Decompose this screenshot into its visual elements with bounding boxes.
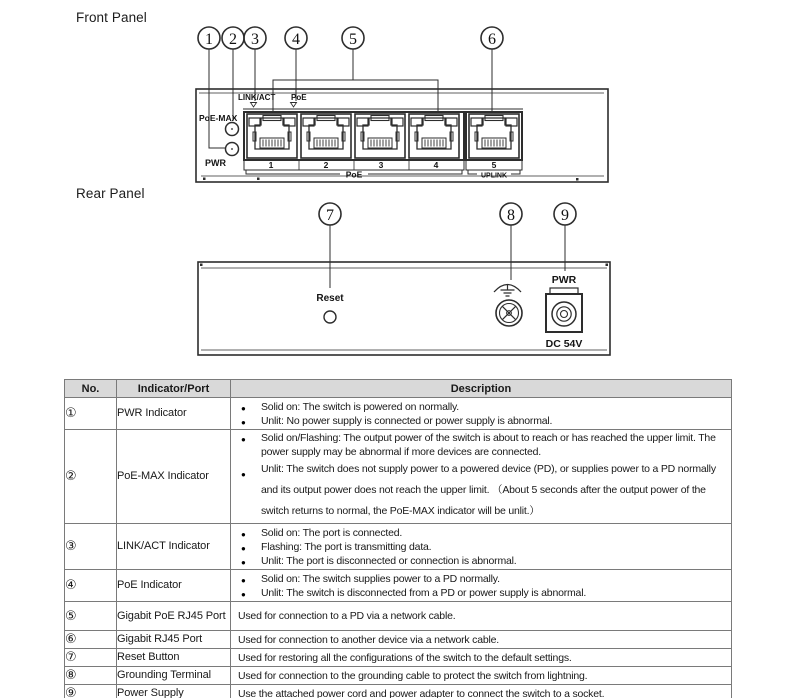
svg-text:5: 5 [349,31,357,48]
row-number: ⑤ [65,602,117,631]
bullet-text: Unlit: The port is disconnected or connection is abnormal. [261,554,517,567]
pwr-label: PWR [205,158,226,168]
table-row [65,430,732,524]
row-name: Reset Button [117,649,231,667]
svg-text:4: 4 [292,31,300,48]
row-description [231,570,732,602]
description-bullet [231,414,727,428]
link-act-pointer-icon [251,103,257,108]
port-1-number: 1 [268,160,274,170]
row-number: ① [65,398,117,430]
row-name: Gigabit PoE RJ45 Port [117,602,231,631]
reset-label: Reset [316,293,344,304]
row-description: Used for connection to another device via a network cable. [231,631,732,649]
callout-6 [481,27,503,112]
poe-led-label: PoE [291,93,307,102]
port-3-number: 3 [378,160,384,170]
description-bullet [231,540,727,554]
row-description: Use the attached power cord and power adapter to connect the switch to a socket. [231,685,732,698]
port-number-strip [244,160,464,180]
callout-7 [319,203,341,288]
svg-text:7: 7 [326,207,334,224]
rj45-port-3 [355,114,405,158]
row-number: ⑦ [65,649,117,667]
bullet-text: Solid on: The port is connected. [261,526,403,539]
rear-pwr-label: PWR [551,274,577,286]
reset-button-hole [324,311,336,323]
svg-text:3: 3 [251,31,259,48]
rj45-port-2 [301,114,351,158]
row-number: ⑥ [65,631,117,649]
rj45-port-4 [409,114,459,158]
row-description: Used for restoring all the configurations of the switch to the default settings. [231,649,732,667]
table-row [65,570,732,602]
description-bullet [231,526,727,540]
row-description: Used for connection to the grounding cable to protect the switch from lightning. [231,667,732,685]
header-indicator-port: Indicator/Port [117,380,231,398]
table-row [65,649,732,667]
table-row [65,667,732,685]
poe-group-label: PoE [345,169,363,180]
bullet-text: Unlit: No power supply is connected or power supply is abnormal. [261,414,553,427]
pwr-led [226,143,239,156]
rear-panel-diagram [190,200,618,360]
svg-text:2: 2 [229,31,237,48]
table-row [65,398,732,430]
port-4-number: 4 [433,160,439,170]
row-description [231,398,732,430]
bullet-text: Solid on: The switch supplies power to a PD normally. [261,572,500,585]
description-bullet [231,554,727,568]
poe-max-label: PoE-MAX [199,113,238,123]
table-row [65,524,732,570]
power-jack [546,274,583,350]
front-panel-diagram [190,25,630,185]
svg-text:6: 6 [488,31,496,48]
rj45-port-5 [469,114,519,158]
row-name: LINK/ACT Indicator [117,524,231,570]
callout-4 [285,27,307,101]
table-row [65,685,732,698]
indicator-port-table [64,379,732,698]
row-number: ③ [65,524,117,570]
svg-text:8: 8 [507,207,515,224]
front-chassis [196,89,608,182]
row-description: Used for connection to a PD via a network cable. [231,602,732,631]
svg-text:9: 9 [561,207,569,224]
description-bullet [231,586,727,600]
link-act-label: LINK/ACT [238,93,276,102]
callout-8 [500,203,522,280]
poe-pointer-icon [291,103,297,108]
uplink-port-group [466,112,522,160]
row-description [231,430,732,524]
ground-symbol-icon [501,285,515,297]
grounding-terminal [494,285,522,327]
table-row [65,631,732,649]
description-bullet [231,572,727,586]
uplink-number-strip [466,160,522,180]
callout-9 [554,203,576,271]
bullet-text: Solid on/Flashing: The output power of the switch is about to reach or has reached the upper limit. The power supply may be abnormal if more devices are connected. [261,432,716,458]
port-5-number: 5 [491,160,497,170]
header-no: No. [65,380,117,398]
row-name: Power Supply [117,685,231,698]
row-number: ② [65,430,117,524]
row-name: Gigabit RJ45 Port [117,631,231,649]
svg-text:1: 1 [205,31,213,48]
bullet-text: Unlit: The switch is disconnected from a PD or power supply is abnormal. [261,586,587,599]
row-number: ④ [65,570,117,602]
port-2-number: 2 [323,160,329,170]
header-description: Description [231,380,732,398]
table-header-row [65,380,732,398]
rj45-port-1 [247,114,297,158]
poe-port-group [243,109,523,160]
bullet-text: Unlit: The switch does not supply power to a powered device (PD), or supplies power to a PD normally and its output power does not reach the upper limit. （About 5 seconds after the output power of the switch returns to normal, the PoE-MAX indicator will be unlit.） [261,463,716,517]
row-number: ⑨ [65,685,117,698]
description-bullet [231,400,727,414]
description-bullet [231,431,727,459]
bullet-text: Solid on: The switch is powered on normally. [261,400,459,413]
callout-1 [198,27,225,148]
description-bullet [231,459,727,522]
callout-2 [222,27,244,121]
front-panel-title: Front Panel [76,10,147,25]
rear-panel-title: Rear Panel [76,186,145,201]
callout-3 [244,27,266,101]
row-name: PoE Indicator [117,570,231,602]
row-number: ⑧ [65,667,117,685]
row-name: Grounding Terminal [117,667,231,685]
bullet-text: Flashing: The port is transmitting data. [261,540,432,553]
row-description [231,524,732,570]
table-row [65,602,732,631]
uplink-label: UPLINK [480,172,508,180]
row-name: PWR Indicator [117,398,231,430]
dc-54v-label: DC 54V [545,338,583,350]
rear-callouts [319,203,576,288]
poe-max-led [226,123,239,136]
row-name: PoE-MAX Indicator [117,430,231,524]
